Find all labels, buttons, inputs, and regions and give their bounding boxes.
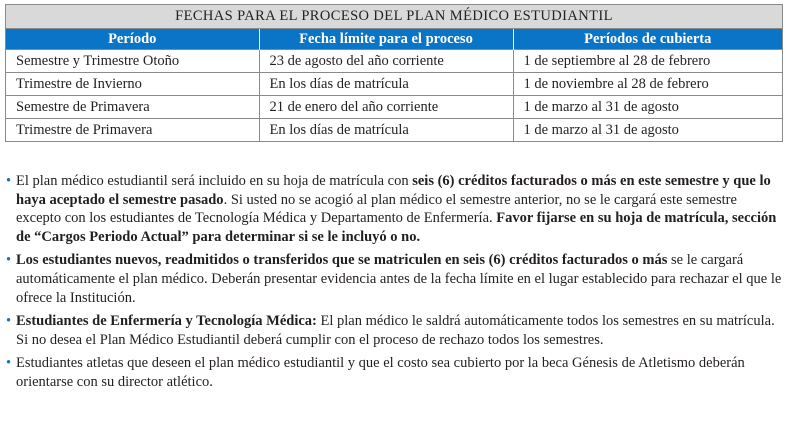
cell-cubierta: 1 de marzo al 31 de agosto: [513, 119, 782, 142]
cell-periodo: Trimestre de Invierno: [6, 73, 259, 96]
note-text: El plan médico le saldrá automáticamente todos los semestres en su matrícula. Si no desea el Plan Médico Estudiantil deberá cumplir con el proceso de rechazo todos los semestres.: [16, 313, 775, 348]
table-header-row: [6, 29, 782, 50]
notes-list: [6, 172, 782, 397]
header-periodos-cubierta: Períodos de cubierta: [513, 29, 782, 50]
note-text: Estudiantes atletas que deseen el plan médico estudiantil y que el costo sea cubierto por la beca Génesis de Atletismo deberán orientarse con su director atlético.: [16, 355, 745, 390]
note-emphasis: Los estudiantes nuevos, readmitidos o transferidos que se matriculen en seis (6) créditos facturados o más: [16, 252, 668, 269]
cell-periodo: Semestre y Trimestre Otoño: [6, 50, 259, 73]
cell-cubierta: 1 de septiembre al 28 de febrero: [513, 50, 782, 73]
schedule-table: [6, 29, 782, 141]
cell-fecha-limite: 21 de enero del año corriente: [259, 96, 513, 119]
header-periodo: Período: [6, 29, 259, 50]
cell-fecha-limite: En los días de matrícula: [259, 119, 513, 142]
cell-periodo: Semestre de Primavera: [6, 96, 259, 119]
bullet-marker: •: [6, 252, 12, 269]
bullet-marker: •: [6, 313, 12, 330]
note-emphasis: seis (6) créditos facturados o más en este semestre y que lo haya aceptado el semestre pasado: [16, 173, 771, 208]
note-atletas: [6, 354, 782, 391]
cell-cubierta: 1 de noviembre al 28 de febrero: [513, 73, 782, 96]
cell-periodo: Trimestre de Primavera: [6, 119, 259, 142]
note-nuevos-estudiantes: [6, 251, 782, 307]
note-emphasis: Favor fijarse en su hoja de matrícula, sección de “Cargos Periodo Actual” para determinar si se le incluyó o no.: [16, 210, 777, 245]
bullet-marker: •: [6, 355, 12, 372]
table-row: [6, 50, 782, 73]
bullet-marker: •: [6, 173, 12, 189]
table-row: [6, 119, 782, 142]
note-text: se le cargará automáticamente el plan médico. Deberán presentar evidencia antes de la fecha límite en el lugar establecido para rechazar el que le ofrece la Institución.: [16, 252, 782, 306]
note-text: El plan médico estudiantil será incluido en su hoja de matrícula con: [16, 173, 413, 189]
schedule-table-container: [5, 4, 783, 142]
cell-fecha-limite: En los días de matrícula: [259, 73, 513, 96]
note-emphasis: Estudiantes de Enfermería y Tecnología Médica:: [16, 313, 317, 330]
cell-fecha-limite: 23 de agosto del año corriente: [259, 50, 513, 73]
note-matricula-inclusion: [6, 172, 782, 246]
table-title: FECHAS PARA EL PROCESO DEL PLAN MÉDICO ESTUDIANTIL: [6, 5, 782, 29]
header-fecha-limite: Fecha límite para el proceso: [259, 29, 513, 50]
note-text: . Si usted no se acogió al plan médico el semestre anterior, no se le cargará este semestre excepto con los estudiantes de Tecnología Médica y Departamento de Enfermería.: [16, 191, 737, 227]
table-row: [6, 96, 782, 119]
cell-cubierta: 1 de marzo al 31 de agosto: [513, 96, 782, 119]
note-enfermeria-tecnologia: [6, 312, 782, 349]
table-row: [6, 73, 782, 96]
